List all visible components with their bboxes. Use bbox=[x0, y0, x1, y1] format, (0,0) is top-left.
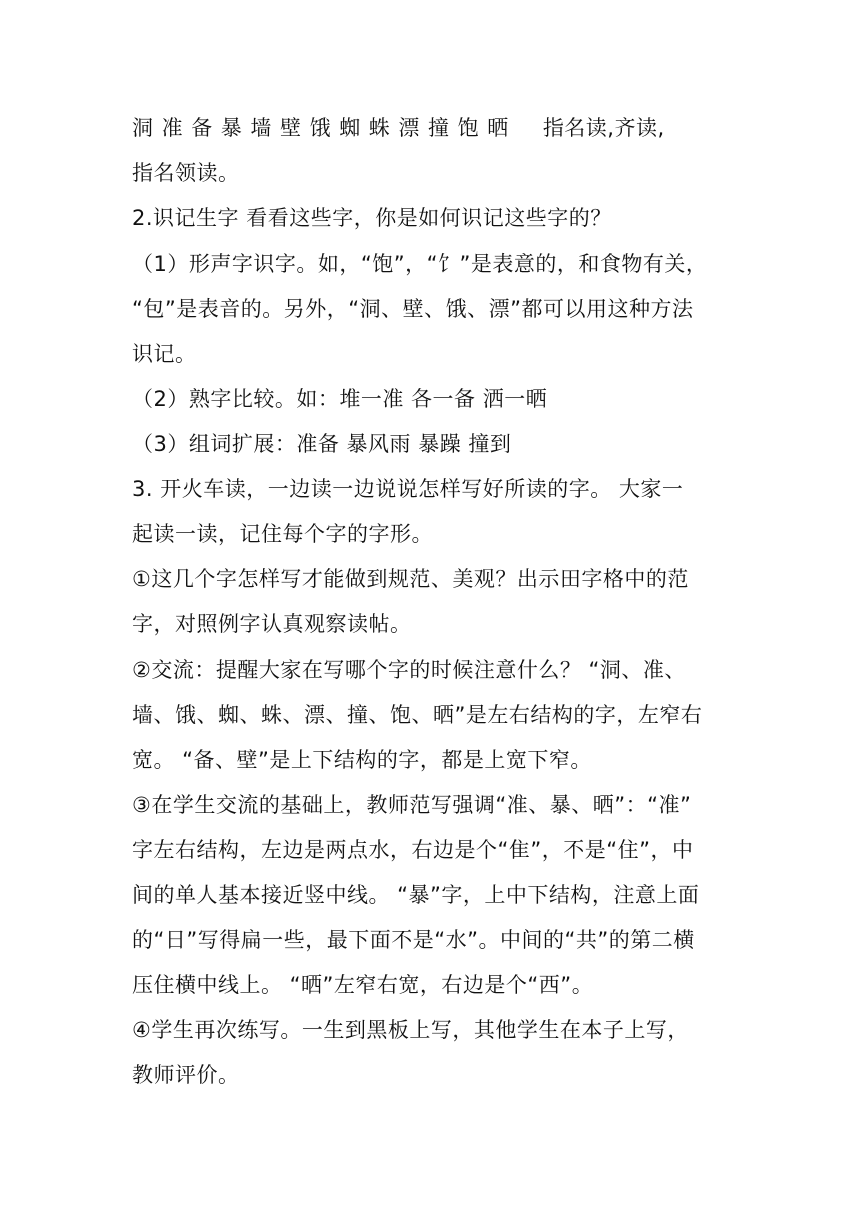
text-line-21: ④学生再次练写。一生到黑板上写，其他学生在本子上写， bbox=[132, 1018, 689, 1042]
text-line-20: 压住横中线上。 “晒”左窄右宽，右边是个“西”。 bbox=[132, 973, 594, 997]
text-line-14: 墙、饿、蜘、蛛、漂、撞、饱、晒”是左右结构的字，左窄右 bbox=[132, 703, 703, 727]
text-line-18: 间的单人基本接近竖中线。 “暴”字，上中下结构，注意上面 bbox=[132, 883, 700, 907]
text-line-19: 的“日”写得扁一些，最下面不是“水”。中间的“共”的第二横 bbox=[132, 928, 695, 952]
text-line-7: （2）熟字比较。如：堆一准 各一备 洒一晒 bbox=[132, 387, 548, 411]
text-line-11: ①这几个字怎样写才能做到规范、美观？出示田字格中的范 bbox=[132, 567, 689, 591]
text-line-2: 指名领读。 bbox=[132, 161, 240, 185]
text-line-15: 宽。 “备、壁”是上下结构的字，都是上宽下窄。 bbox=[132, 748, 592, 772]
text-line-16: ③在学生交流的基础上，教师范写强调“准、暴、晒”：“准” bbox=[132, 793, 692, 817]
text-line-12: 字，对照例字认真观察读帖。 bbox=[132, 612, 412, 636]
text-line-10: 起读一读，记住每个字的字形。 bbox=[132, 522, 433, 546]
text-line-13: ②交流：提醒大家在写哪个字的时候注意什么？ “洞、准、 bbox=[132, 658, 686, 682]
text-line-5: “包”是表音的。另外，“洞、壁、饿、漂”都可以用这种方法 bbox=[132, 297, 694, 321]
text-line-1 bbox=[132, 114, 752, 142]
vocabulary-characters: 洞准备暴墙壁饿蜘蛛漂撞饱晒 bbox=[132, 116, 517, 140]
text-line-17: 字左右结构，左边是两点水，右边是个“隹”，不是“住”，中 bbox=[132, 838, 694, 862]
section-heading-2: 2.识记生字 看看这些字，你是如何识记这些字的？ bbox=[132, 206, 612, 230]
text-line-22: 教师评价。 bbox=[132, 1063, 240, 1087]
section-heading-3: 3. 开火车读，一边读一边说说怎样写好所读的字。 大家一 bbox=[132, 477, 684, 501]
text-line-6: 识记。 bbox=[132, 342, 197, 366]
text-line-4: （1）形声字识字。如，“饱”，“饣”是表意的，和食物有关， bbox=[132, 252, 708, 276]
text-line-8: （3）组词扩展：准备 暴风雨 暴躁 撞到 bbox=[132, 432, 512, 456]
reading-instruction: 指名读,齐读, bbox=[542, 116, 665, 140]
